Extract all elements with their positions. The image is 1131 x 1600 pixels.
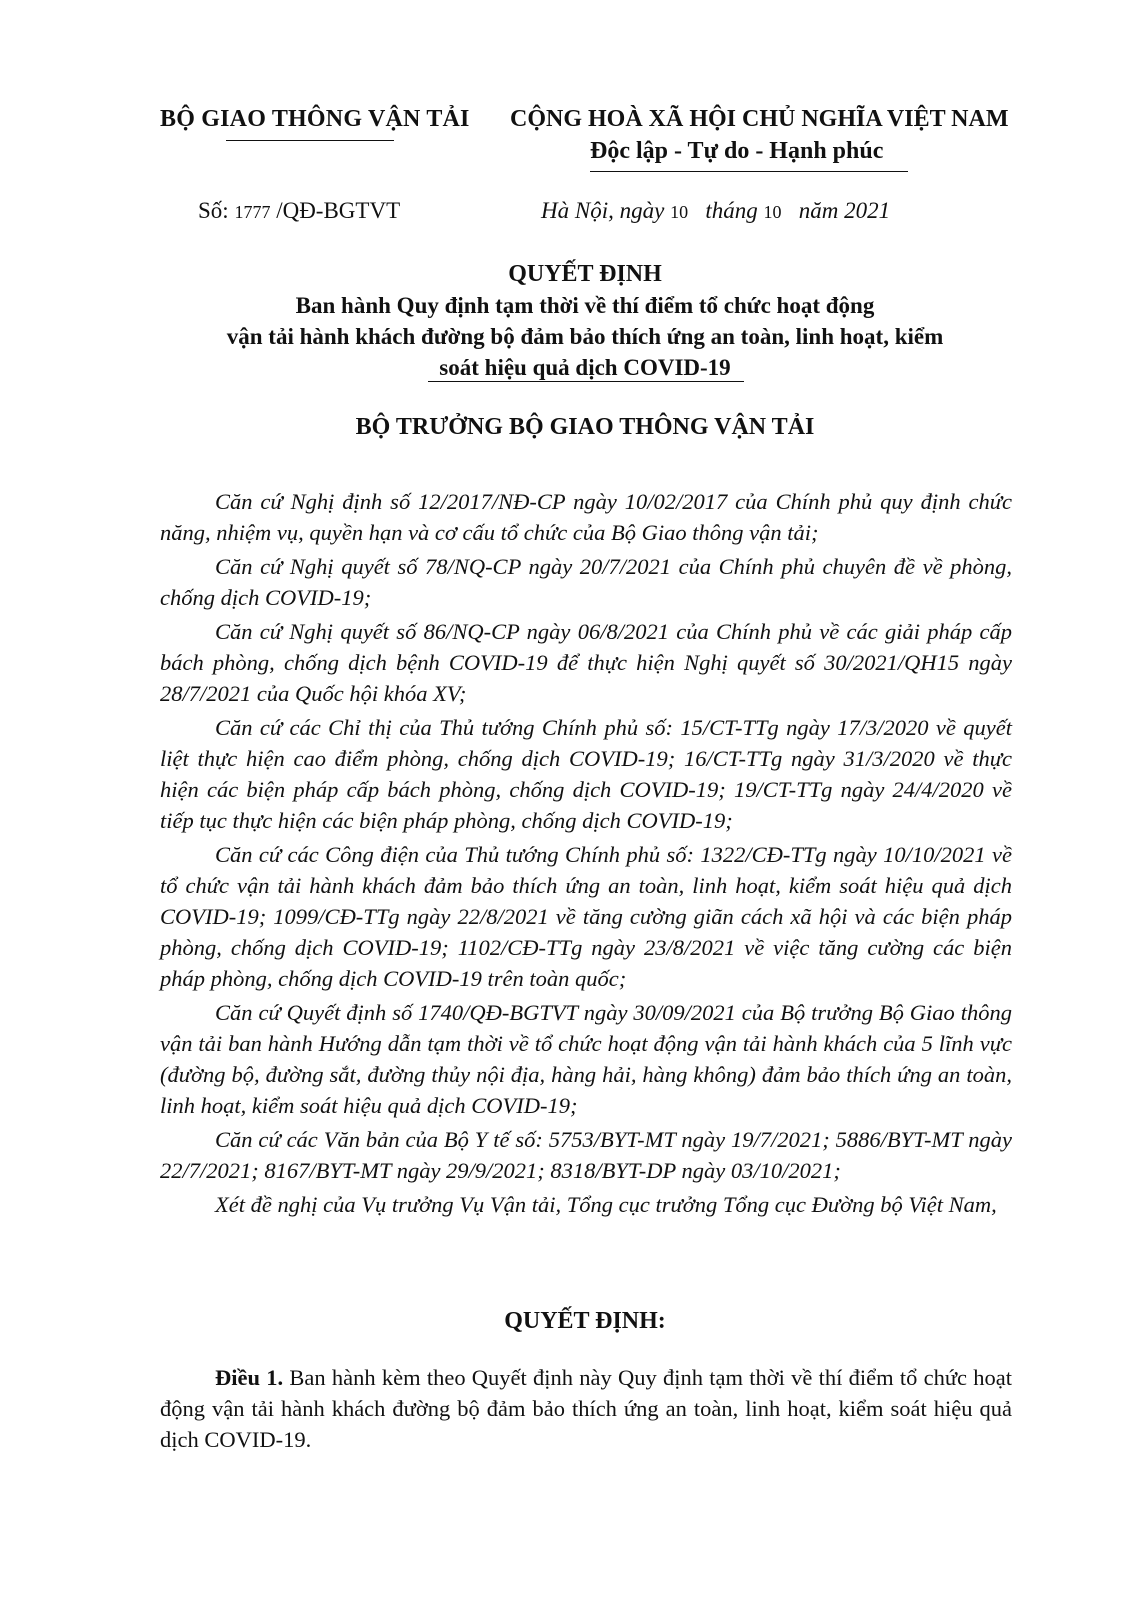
preamble-paragraph: Căn cứ Nghị quyết số 78/NQ-CP ngày 20/7/2021 của Chính phủ chuyên đề về phòng, chống dịch COVID-19; <box>160 554 1012 610</box>
title-underline <box>428 381 744 382</box>
preamble-paragraph: Căn cứ Nghị định số 12/2017/NĐ-CP ngày 10/02/2017 của Chính phủ quy định chức năng, nhiệm vụ, quyền hạn và cơ cấu tổ chức của Bộ Giao thông vận tải; <box>160 489 1012 545</box>
decision-title: QUYẾT ĐỊNH <box>508 261 662 287</box>
date-month-label: tháng <box>705 198 758 223</box>
doc-number-value: 1777 <box>234 202 271 222</box>
preamble-paragraph: Căn cứ các Công điện của Thủ tướng Chính phủ số: 1322/CĐ-TTg ngày 10/10/2021 về tổ chức vận tải hành khách đảm bảo thích ứng an toàn, linh hoạt, kiểm soát hiệu quả dịch COVID-19; 1099/CĐ-TTg ngày 22/8/2021 về tăng cường giãn cách xã hội và các biện pháp phòng, chống dịch COVID-19; 1102/CĐ-TTg ngày 23/8/2021 về việc tăng cường các biện pháp phòng, chống dịch COVID-19 trên toàn quốc; <box>160 842 1012 991</box>
date-day: 10 <box>670 202 689 222</box>
preamble-paragraph: Căn cứ các Chỉ thị của Thủ tướng Chính phủ số: 15/CT-TTg ngày 17/3/2020 về quyết liệt thực hiện cao điểm phòng, chống dịch COVID-19; 16/CT-TTg ngày 31/3/2020 về thực hiện các biện pháp cấp bách phòng, chống dịch COVID-19; 19/CT-TTg ngày 24/4/2020 về tiếp tục thực hiện các biện pháp phòng, chống dịch COVID-19; <box>160 715 1012 833</box>
preamble-paragraph: Căn cứ Quyết định số 1740/QĐ-BGTVT ngày 30/09/2021 của Bộ trưởng Bộ Giao thông vận tải ban hành Hướng dẫn tạm thời về tổ chức hoạt động vận tải hành khách của 5 lĩnh vực (đường bộ, đường sắt, đường thủy nội địa, hàng hải, hàng không) đảm bảo thích ứng an toàn, linh hoạt, kiểm soát hiệu quả dịch COVID-19; <box>160 1000 1012 1118</box>
preamble-paragraph: Căn cứ Nghị quyết số 86/NQ-CP ngày 06/8/2021 của Chính phủ về các giải pháp cấp bách phòng, chống dịch bệnh COVID-19 để thực hiện Nghị quyết số 30/2021/QH15 ngày 28/7/2021 của Quốc hội khóa XV; <box>160 619 1012 706</box>
decision-subtitle-line-3: soát hiệu quả dịch COVID-19 <box>439 355 731 380</box>
legal-basis-preamble <box>160 486 1012 1223</box>
national-motto: Độc lập - Tự do - Hạnh phúc <box>590 138 884 164</box>
doc-number-suffix: /QĐ-BGTVT <box>276 198 401 223</box>
country-name: CỘNG HOÀ XÃ HỘI CHỦ NGHĨA VIỆT NAM <box>510 106 1009 132</box>
ministry-underline <box>226 140 394 141</box>
decision-heading: QUYẾT ĐỊNH: <box>504 1308 666 1334</box>
article-1-text: Ban hành kèm theo Quyết định này Quy định tạm thời về thí điểm tổ chức hoạt động vận tải hành khách đường bộ đảm bảo thích ứng an toàn, linh hoạt, kiểm soát hiệu quả dịch COVID-19. <box>160 1365 1012 1452</box>
article-1 <box>160 1362 1012 1455</box>
decision-title-block <box>140 258 1030 383</box>
document-date <box>541 198 890 224</box>
doc-number-prefix: Số: <box>198 198 229 223</box>
preamble-paragraph: Xét đề nghị của Vụ trưởng Vụ Vận tải, Tổng cục trưởng Tổng cục Đường bộ Việt Nam, <box>215 1192 997 1217</box>
date-year: năm 2021 <box>798 198 891 223</box>
decision-subtitle-line-2: vận tải hành khách đường bộ đảm bảo thích ứng an toàn, linh hoạt, kiểm <box>226 324 944 349</box>
decision-subtitle-line-1: Ban hành Quy định tạm thời về thí điểm tổ chức hoạt động <box>295 293 875 318</box>
ministry-name: BỘ GIAO THÔNG VẬN TẢI <box>160 106 470 132</box>
article-1-label: Điều 1. <box>215 1365 284 1390</box>
date-place-label: Hà Nội, ngày <box>541 198 665 223</box>
document-number <box>198 198 400 224</box>
issuing-authority: BỘ TRƯỞNG BỘ GIAO THÔNG VẬN TẢI <box>355 414 815 440</box>
date-month: 10 <box>763 202 782 222</box>
motto-underline <box>590 171 908 172</box>
preamble-paragraph: Căn cứ các Văn bản của Bộ Y tế số: 5753/BYT-MT ngày 19/7/2021; 5886/BYT-MT ngày 22/7/2021; 8167/BYT-MT ngày 29/9/2021; 8318/BYT-DP ngày 03/10/2021; <box>160 1127 1012 1183</box>
